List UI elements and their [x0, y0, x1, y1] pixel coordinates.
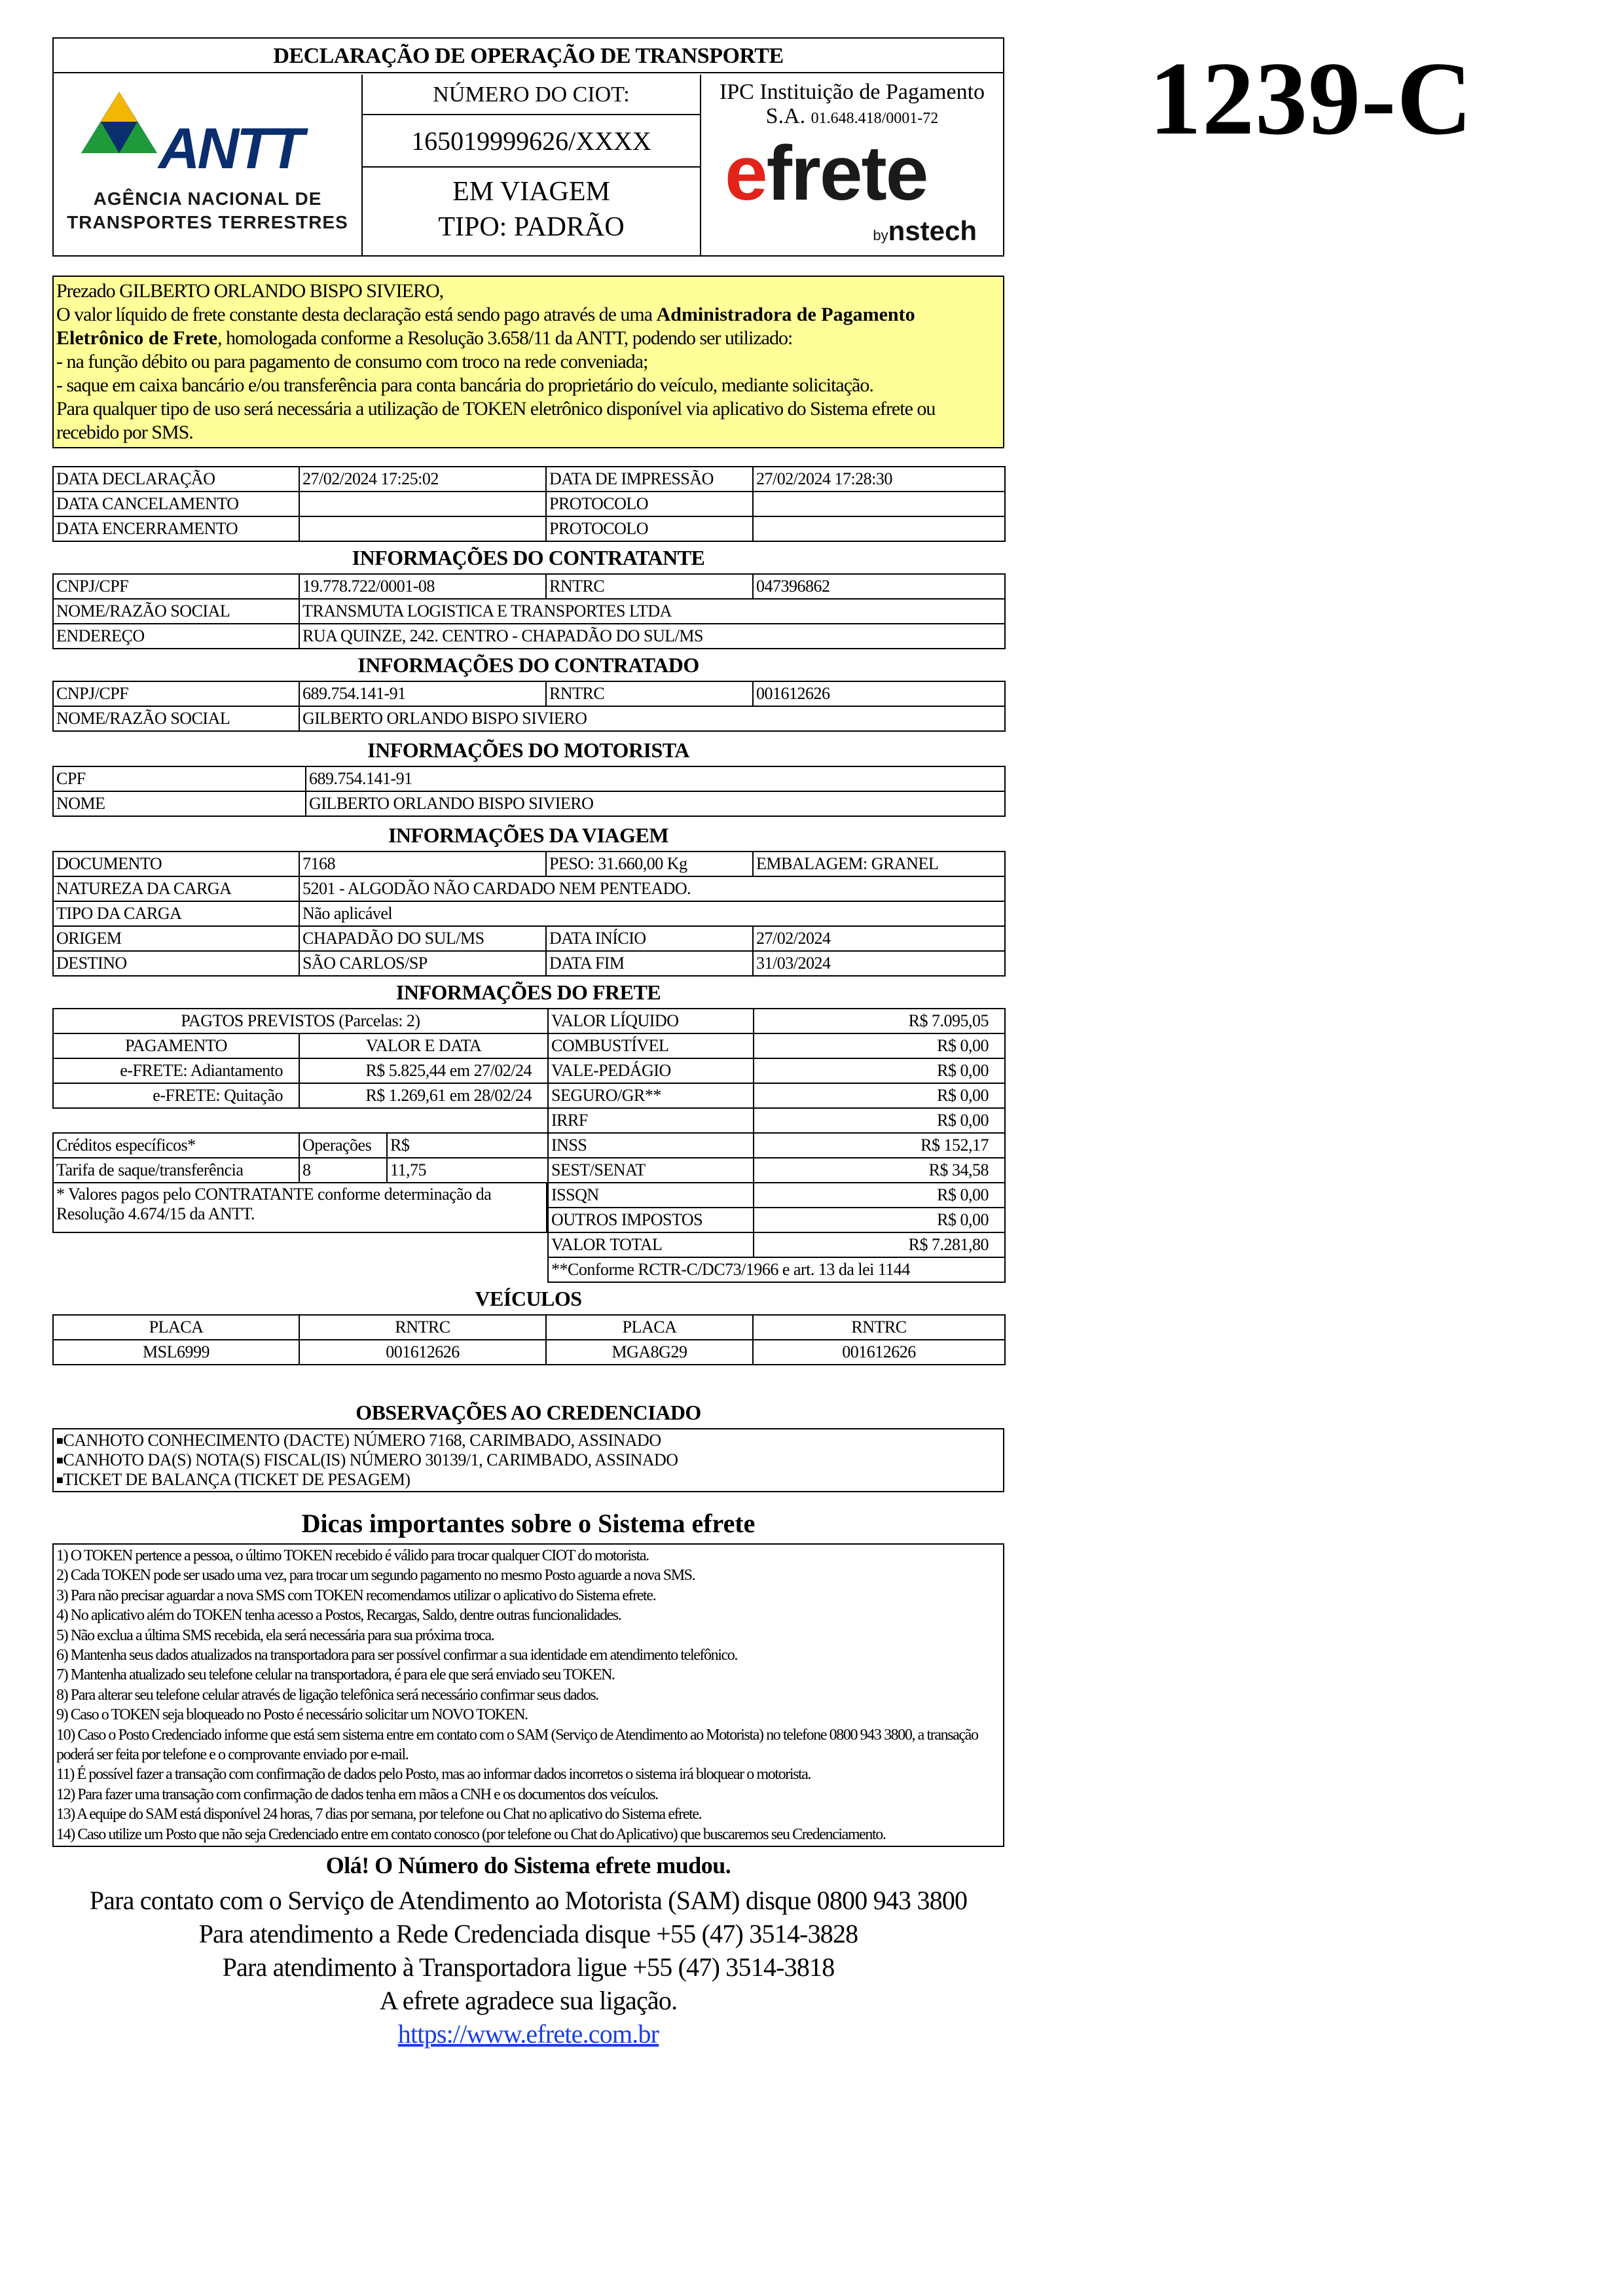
list-item: ■ CANHOTO CONHECIMENTO (DACTE) NÚMERO 7168, CARIMBADO, ASSINADO — [56, 1431, 1000, 1450]
status-block — [363, 168, 700, 255]
ciot-number: 165019999626/XXXX — [363, 115, 700, 168]
transportadora-phone: Para atendimento à Transportadora ligue +55 (47) 3514-3818 — [222, 1952, 835, 1982]
antt-wordmark: ANTT — [158, 116, 302, 181]
section-contratante: INFORMAÇÕES DO CONTRATANTE — [352, 546, 705, 569]
payment-notice: Prezado GILBERTO ORLANDO BISPO SIVIERO, O valor líquido de frete constante desta declaração está sendo pago através de uma Administradora de Pagamento Eletrônico de Frete, homologada conforme a Resolução 3.658/11 da ANTT, podendo ser utilizado: - na função débito ou para pagamento de consumo com troco na rede conveniada; - saque em caixa bancário e/ou transferência para conta bancária do proprietário do veículo, mediante solicitação. Para qualquer tipo de uso será necessária a utilização de TOKEN eletrônico disponível via aplicativo do Sistema efrete ou recebido por SMS. — [52, 276, 1004, 448]
section-frete: INFORMAÇÕES DO FRETE — [395, 980, 661, 1004]
observacoes-list — [52, 1428, 1004, 1492]
list-item: 10) Caso o Posto Credenciado informe que está sem sistema entre em contato com o SAM (Serviço de Atendimento ao Motorista) no telefone 0800 943 3800, a transação poderá ser feita por telefone e o comprovante enviado por e-mail. — [56, 1726, 978, 1764]
pagtos-table: PAGTOS PREVISTOS (Parcelas: 2) PAGAMENTO VALOR E DATA e-FRETE: Adiantamento R$ 5.825,44 em 27/02/24 e-FRETE: Quitação R$ 1.269,61 em 28/02/24 Créditos específicos* Operações R$ Tarifa de saque/transferência 8 11,75 — [52, 1008, 549, 1183]
ciot-label: NÚMERO DO CIOT: — [363, 75, 700, 115]
contratante-table: CNPJ/CPF 19.778.722/0001-08 RNTRC 047396862 NOME/RAZÃO SOCIAL TRANSMUTA LOGISTICA E TRANSPORTES LTDA ENDEREÇO RUA QUINZE, 242. CENTRO - CHAPADÃO DO SUL/MS — [52, 573, 1006, 649]
section-motorista: INFORMAÇÕES DO MOTORISTA — [367, 738, 689, 762]
section-veiculos: VEÍCULOS — [475, 1287, 582, 1310]
dicas-title: Dicas importantes sobre o Sistema efrete — [301, 1509, 756, 1538]
status: EM VIAGEM — [452, 177, 610, 207]
nstech-logo: bynstech — [873, 215, 977, 246]
list-item: 1) O TOKEN pertence a pessoa, o último TOKEN recebido é válido para trocar qualquer CIOT do motorista. — [56, 1547, 649, 1564]
list-item: 3) Para não precisar aguardar a nova SMS com TOKEN recomendamos utilizar o aplicativo do Sistema efrete. — [56, 1587, 656, 1604]
stamp-code: 1239-C — [1149, 40, 1473, 156]
contratado-table: CNPJ/CPF 689.754.141-91 RNTRC 001612626 NOME/RAZÃO SOCIAL GILBERTO ORLANDO BISPO SIVIERO — [52, 681, 1006, 732]
list-item: 11) É possível fazer a transação com confirmação de dados pelo Posto, mas ao informar dados incorretos o sistema irá bloquear o motorista. — [56, 1766, 811, 1784]
section-contratado: INFORMAÇÕES DO CONTRATADO — [357, 653, 699, 677]
veiculos-table: PLACA RNTRC PLACA RNTRC MSL6999 001612626 MGA8G29 001612626 — [52, 1314, 1006, 1365]
dicas-list — [52, 1543, 1004, 1847]
list-item: 6) Mantenha seus dados atualizados na transportadora para ser possível confirmar a sua identidade em atendimento telefônico. — [56, 1647, 737, 1664]
efrete-logo: efrete — [725, 130, 928, 217]
motorista-table: CPF 689.754.141-91 NOME GILBERTO ORLANDO BISPO SIVIERO — [52, 766, 1006, 817]
list-item: 2) Cada TOKEN pode ser usado uma vez, para trocar um segundo pagamento no mesmo Posto aguarde a nova SMS. — [56, 1567, 695, 1585]
valores-table: VALOR LÍQUIDO R$ 7.095,05 COMBUSTÍVEL R$ 0,00 VALE-PEDÁGIO R$ 0,00 SEGURO/GR** R$ 0,00 IRRF R$ 0,00 INSS R$ 152,17 SEST/SENAT R$ 34,58 ISSQN R$ 0,00 OUTROS IMPOSTOS R$ 0,00 VALOR TOTAL R$ 7.281,80 **Conforme RCTR-C/DC73/1966 e art. 13 da lei 1144 — [547, 1008, 1006, 1283]
number-changed-notice: Olá! O Número do Sistema efrete mudou. — [325, 1852, 731, 1879]
ipc-name: IPC Instituição de Pagamento — [719, 80, 985, 104]
frete-note: * Valores pagos pelo CONTRATANTE conforme determinação da Resolução 4.674/15 da ANTT. — [52, 1183, 547, 1233]
list-item: 12) Para fazer uma transação com confirmação de dados tenha em mãos a CNH e os documentos dos veículos. — [56, 1785, 658, 1803]
antt-triangle-icon — [79, 88, 170, 179]
list-item: 14) Caso utilize um Posto que não seja Credenciado entre em contato conosco (por telefone ou Chat do Aplicativo) que buscaremos seu Credenciamento. — [56, 1825, 886, 1843]
list-item: 5) Não exclua a última SMS recebida, ela será necessária para sua próxima troca. — [56, 1626, 494, 1644]
efrete-website-link[interactable]: https://www.efrete.com.br — [397, 2019, 659, 2049]
section-observacoes: OBSERVAÇÕES AO CREDENCIADO — [356, 1401, 701, 1424]
contact-block — [52, 1884, 1004, 2051]
ciot-block — [363, 75, 701, 255]
ipc-cnpj-line: S.A. 01.648.418/0001-72 — [765, 104, 939, 128]
frete-block — [52, 1008, 1004, 1283]
header — [52, 37, 1004, 257]
list-item: ■ TICKET DE BALANÇA (TICKET DE PESAGEM) — [56, 1470, 1000, 1490]
list-item: 9) Caso o TOKEN seja bloqueado no Posto é necessário solicitar um NOVO TOKEN. — [56, 1706, 528, 1724]
list-item: 13) A equipe do SAM está disponível 24 horas, 7 dias por semana, por telefone ou Chat no aplicativo do Sistema efrete. — [56, 1806, 702, 1823]
antt-agency-name: AGÊNCIA NACIONAL DE TRANSPORTES TERRESTRES — [67, 188, 348, 232]
list-item: 4) No aplicativo além do TOKEN tenha acesso a Postos, Recargas, Saldo, dentre outras funcionalidades. — [56, 1607, 621, 1624]
document-title: DECLARAÇÃO DE OPERAÇÃO DE TRANSPORTE — [54, 39, 1003, 73]
section-viagem: INFORMAÇÕES DA VIAGEM — [388, 823, 669, 847]
tipo: TIPO: PADRÃO — [438, 212, 625, 242]
efrete-block — [701, 75, 1003, 255]
viagem-table: DOCUMENTO 7168 PESO: 31.660,00 Kg EMBALAGEM: GRANEL NATUREZA DA CARGA 5201 - ALGODÃO NÃO CARDADO NEM PENTEADO. TIPO DA CARGA Não aplicável ORIGEM CHAPADÃO DO SUL/MS DATA INÍCIO 27/02/2024 DESTINO SÃO CARLOS/SP DATA FIM 31/03/2024 — [52, 851, 1006, 977]
document — [52, 37, 1004, 2051]
list-item: 8) Para alterar seu telefone celular através de ligação telefônica será necessário confirmar seus dados. — [56, 1686, 598, 1704]
dates-table: DATA DECLARAÇÃO 27/02/2024 17:25:02 DATA DE IMPRESSÃO 27/02/2024 17:28:30 DATA CANCELAMENTO PROTOCOLO DATA ENCERRAMENTO PROTOCOLO — [52, 466, 1006, 542]
antt-logo — [54, 75, 363, 255]
thanks-text: A efrete agradece sua ligação. — [379, 1986, 678, 2016]
sam-phone: Para contato com o Serviço de Atendimento ao Motorista (SAM) disque 0800 943 3800 — [89, 1886, 968, 1916]
list-item: ■ CANHOTO DA(S) NOTA(S) FISCAL(IS) NÚMERO 30139/1, CARIMBADO, ASSINADO — [56, 1450, 1000, 1470]
list-item: 7) Mantenha atualizado seu telefone celular na transportadora, é para ele que será enviado seu TOKEN. — [56, 1666, 615, 1684]
rede-phone: Para atendimento a Rede Credenciada disque +55 (47) 3514-3828 — [198, 1919, 858, 1949]
